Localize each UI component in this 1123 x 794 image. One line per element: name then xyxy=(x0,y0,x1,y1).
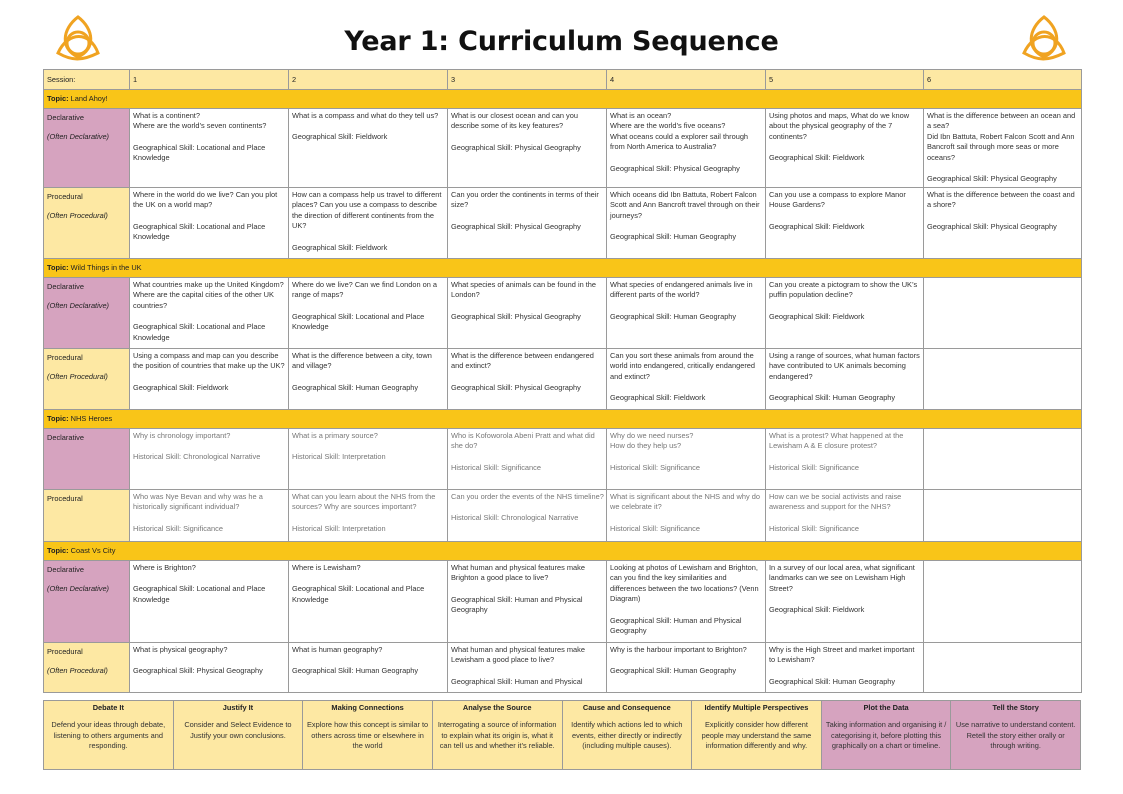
lesson-question: What is an ocean? Where are the world’s five oceans? What oceans could a explorer sail through from North America to Australia? xyxy=(610,111,749,152)
row-label-cell xyxy=(44,429,130,490)
session-number: 3 xyxy=(448,70,607,90)
topic-prefix: Topic: xyxy=(47,94,69,104)
row-label: Procedural xyxy=(47,494,83,503)
lesson-cell xyxy=(448,349,607,410)
topic-header xyxy=(44,90,1082,109)
lesson-cell xyxy=(448,429,607,490)
procedural-row xyxy=(44,643,1082,693)
declarative-row xyxy=(44,109,1082,188)
lesson-skill: Geographical Skill: Fieldwork xyxy=(769,311,865,321)
lesson-question: How can a compass help us travel to different places? Can you use a compass to describe the direction of different continents from the UK? xyxy=(292,190,442,231)
row-label: Declarative xyxy=(47,282,84,291)
lesson-cell xyxy=(924,278,1082,349)
skill-title: Plot the Data xyxy=(863,703,909,712)
lesson-skill: Historical Skill: Significance xyxy=(769,462,859,472)
skill-card xyxy=(303,701,433,770)
lesson-cell xyxy=(448,278,607,349)
skill-description: Identify which actions led to which events, either directly or indirectly (including multiple causes). xyxy=(571,720,683,751)
lesson-skill: Geographical Skill: Locational and Place Knowledge xyxy=(292,584,425,604)
lesson-cell xyxy=(766,643,924,693)
lesson-skill: Historical Skill: Chronological Narrative xyxy=(451,513,579,523)
lesson-question: What is a protest? What happened at the Lewisham A & E closure protest? xyxy=(769,431,904,451)
row-sublabel: (Often Declarative) xyxy=(47,584,110,594)
lesson-question: What can you learn about the NHS from the sources? Why are sources important? xyxy=(292,492,436,512)
skill-title: Identify Multiple Perspectives xyxy=(704,703,809,712)
row-label: Procedural xyxy=(47,647,83,656)
lesson-cell xyxy=(448,188,607,259)
session-row xyxy=(44,70,1082,90)
lesson-question: Looking at photos of Lewisham and Brighton, can you find the key similarities and differences between the two locations? (Venn Diagram) xyxy=(610,563,759,604)
lesson-question: What is the difference between a city, town and village? xyxy=(292,351,432,371)
skill-card xyxy=(951,701,1081,770)
lesson-question: What is a continent? Where are the world’s seven continents? xyxy=(133,111,267,131)
lesson-cell xyxy=(130,109,289,188)
lesson-skill: Historical Skill: Significance xyxy=(133,523,223,533)
lesson-skill: Historical Skill: Chronological Narrative xyxy=(133,452,261,462)
lesson-question: What countries make up the United Kingdom? Where are the capital cities of the other UK countries? xyxy=(133,280,284,310)
topic-row xyxy=(44,410,1082,429)
lesson-cell xyxy=(924,643,1082,693)
lesson-skill: Geographical Skill: Human Geography xyxy=(292,382,419,392)
skill-card xyxy=(821,701,951,770)
lesson-question: What is physical geography? xyxy=(133,645,228,654)
skill-card xyxy=(692,701,822,770)
skill-title: Analyse the Source xyxy=(462,703,532,712)
lesson-skill: Geographical Skill: Human Geography xyxy=(769,393,896,403)
lesson-cell xyxy=(607,188,766,259)
lesson-skill: Geographical Skill: Physical Geography xyxy=(451,142,581,152)
lesson-cell xyxy=(289,109,448,188)
lesson-cell xyxy=(924,109,1082,188)
topic-name: NHS Heroes xyxy=(68,414,113,424)
lesson-cell xyxy=(924,188,1082,259)
skill-title: Debate It xyxy=(92,703,124,712)
lesson-cell xyxy=(766,278,924,349)
lesson-skill: Historical Skill: Significance xyxy=(610,523,700,533)
lesson-skill: Historical Skill: Significance xyxy=(451,462,541,472)
topic-header xyxy=(44,410,1082,429)
skill-description: Interrogating a source of information to explain what its origin is, what it can tell us and whether it’s reliable. xyxy=(437,720,557,751)
row-label: Declarative xyxy=(47,433,84,442)
lesson-question: Using a range of sources, what human factors have contributed to UK animals becoming endangered? xyxy=(769,351,920,381)
declarative-row xyxy=(44,561,1082,643)
lesson-cell xyxy=(448,561,607,643)
lesson-skill: Geographical Skill: Fieldwork xyxy=(610,393,706,403)
skill-description: Use narrative to understand content. Retell the story either orally or through writing. xyxy=(955,720,1076,751)
lesson-skill: Historical Skill: Interpretation xyxy=(292,523,386,533)
lesson-skill: Geographical Skill: Physical Geography xyxy=(451,382,581,392)
row-label-cell xyxy=(44,278,130,349)
lesson-question: How can we be social activists and raise awareness and support for the NHS? xyxy=(769,492,902,512)
lesson-skill: Geographical Skill: Fieldwork xyxy=(769,153,865,163)
lesson-cell xyxy=(766,349,924,410)
row-sublabel: (Often Declarative) xyxy=(47,132,110,142)
lesson-question: Where in the world do we live? Can you plot the UK on a world map? xyxy=(133,190,278,210)
lesson-question: Where is Lewisham? xyxy=(292,563,361,572)
lesson-question: Using a compass and map can you describe the position of countries that make up the UK? xyxy=(133,351,285,371)
topic-name: Coast Vs City xyxy=(68,546,116,556)
lesson-cell xyxy=(924,429,1082,490)
lesson-question: Which oceans did Ibn Battuta, Robert Falcon Scott and Ann Bancroft travel through on their journeys? xyxy=(610,190,760,220)
lesson-skill: Geographical Skill: Locational and Place Knowledge xyxy=(133,584,266,604)
skill-description: Defend your ideas through debate, listening to others arguments and responding. xyxy=(51,720,166,751)
row-label-cell xyxy=(44,349,130,410)
topic-header xyxy=(44,259,1082,278)
row-sublabel: (Often Declarative) xyxy=(47,301,110,311)
skills-key-table xyxy=(43,700,1081,770)
row-label: Declarative xyxy=(47,113,84,122)
row-label: Procedural xyxy=(47,353,83,362)
skill-title: Cause and Consequence xyxy=(582,703,671,712)
lesson-skill: Geographical Skill: Physical Geography xyxy=(927,174,1057,184)
lesson-question: What species of animals can be found in the London? xyxy=(451,280,597,300)
lesson-cell xyxy=(448,109,607,188)
lesson-skill: Geographical Skill: Locational and Place Knowledge xyxy=(292,311,425,332)
lesson-skill: Geographical Skill: Human Geography xyxy=(610,232,737,242)
lesson-cell xyxy=(766,109,924,188)
topic-prefix: Topic: xyxy=(47,546,69,556)
lesson-skill: Historical Skill: Significance xyxy=(610,462,700,472)
lesson-cell xyxy=(766,490,924,542)
lesson-cell xyxy=(448,490,607,542)
lesson-skill: Geographical Skill: Human Geography xyxy=(292,666,419,676)
lesson-skill: Geographical Skill: Human Geography xyxy=(610,311,737,321)
skill-description: Explore how this concept is similar to others across time or elsewhere in the world xyxy=(306,720,429,751)
lesson-question: Can you create a pictogram to show the UK’s puffin population decline? xyxy=(769,280,918,300)
row-label-cell xyxy=(44,643,130,693)
session-number: 6 xyxy=(924,70,1082,90)
lesson-cell xyxy=(766,561,924,643)
lesson-cell xyxy=(607,643,766,693)
lesson-question: What human and physical features make Lewisham a good place to live? xyxy=(451,645,585,665)
topic-header xyxy=(44,542,1082,561)
lesson-skill: Geographical Skill: Physical Geography xyxy=(451,221,581,231)
curriculum-table xyxy=(43,69,1082,693)
skill-title: Tell the Story xyxy=(992,703,1039,712)
session-number: 2 xyxy=(289,70,448,90)
session-number: 4 xyxy=(607,70,766,90)
skill-description: Consider and Select Evidence to Justify your own conclusions. xyxy=(184,720,292,740)
lesson-question: Who was Nye Bevan and why was he a historically significant individual? xyxy=(133,492,263,512)
skill-card xyxy=(562,701,692,770)
skill-card xyxy=(173,701,303,770)
row-label: Declarative xyxy=(47,565,84,574)
lesson-cell xyxy=(289,429,448,490)
topic-row xyxy=(44,90,1082,109)
lesson-skill: Geographical Skill: Fieldwork xyxy=(133,382,229,392)
lesson-question: Where do we live? Can we find London on a range of maps? xyxy=(292,280,438,300)
lesson-skill: Geographical Skill: Fieldwork xyxy=(292,242,388,252)
lesson-question: Can you order the continents in terms of their size? xyxy=(451,190,599,210)
lesson-question: What is significant about the NHS and why do we celebrate it? xyxy=(610,492,760,512)
declarative-row xyxy=(44,429,1082,490)
skill-title: Justify It xyxy=(222,703,254,712)
lesson-cell xyxy=(924,349,1082,410)
lesson-cell xyxy=(289,188,448,259)
procedural-row xyxy=(44,490,1082,542)
lesson-cell xyxy=(766,429,924,490)
lesson-cell xyxy=(130,188,289,259)
skill-card xyxy=(432,701,562,770)
lesson-question: Why do we need nurses? How do they help us? xyxy=(610,431,694,451)
lesson-skill: Geographical Skill: Human Geography xyxy=(610,666,737,676)
lesson-skill: Geographical Skill: Human and Physical Geography xyxy=(610,615,742,636)
lesson-question: Where is Brighton? xyxy=(133,563,196,572)
lesson-question: Who is Kofoworola Abeni Pratt and what did she do? xyxy=(451,431,595,451)
lesson-question: Can you order the events of the NHS timeline? xyxy=(451,492,604,501)
row-label-cell xyxy=(44,188,130,259)
row-sublabel: (Often Procedural) xyxy=(47,372,108,382)
lesson-cell xyxy=(130,561,289,643)
row-sublabel: (Often Procedural) xyxy=(47,666,108,676)
lesson-skill: Historical Skill: Significance xyxy=(769,523,859,533)
lesson-cell xyxy=(607,429,766,490)
lesson-skill: Geographical Skill: Fieldwork xyxy=(769,605,865,615)
lesson-question: Why is chronology important? xyxy=(133,431,231,440)
lesson-cell xyxy=(607,349,766,410)
row-label: Procedural xyxy=(47,192,83,201)
lesson-question: What human and physical features make Brighton a good place to live? xyxy=(451,563,585,583)
lesson-question: What is the difference between the coast and a shore? xyxy=(927,190,1075,210)
skill-description: Taking information and organising it / categorising it, before plotting this graphically on a chart or timeline. xyxy=(825,720,947,751)
lesson-cell xyxy=(448,643,607,693)
lesson-cell xyxy=(289,561,448,643)
lesson-cell xyxy=(607,490,766,542)
lesson-cell xyxy=(289,643,448,693)
skill-card xyxy=(44,701,174,770)
topic-row xyxy=(44,542,1082,561)
lesson-question: Why is the harbour important to Brighton? xyxy=(610,645,747,654)
session-label: Session: xyxy=(44,70,130,90)
lesson-cell xyxy=(130,643,289,693)
skill-description: Explicitly consider how different people may understand the same information differently and why. xyxy=(701,720,812,751)
lesson-skill: Geographical Skill: Locational and Place Knowledge xyxy=(133,142,266,163)
session-number: 5 xyxy=(766,70,924,90)
row-sublabel: (Often Procedural) xyxy=(47,211,108,221)
lesson-question: What is the difference between an ocean and a sea? Did Ibn Battuta, Robert Falcon Scott and Ann Bancroft sail through more seas or more oceans? xyxy=(927,111,1076,162)
lesson-cell xyxy=(607,278,766,349)
lesson-question: What is a primary source? xyxy=(292,431,378,440)
lesson-cell xyxy=(130,429,289,490)
lesson-cell xyxy=(924,561,1082,643)
lesson-cell xyxy=(766,188,924,259)
procedural-row xyxy=(44,349,1082,410)
lesson-cell xyxy=(607,109,766,188)
session-number: 1 xyxy=(130,70,289,90)
lesson-question: Using photos and maps, What do we know about the physical geography of the 7 continents? xyxy=(769,111,910,141)
topic-row xyxy=(44,259,1082,278)
lesson-question: Can you sort these animals from around the world into endangered, critically endangered and extinct? xyxy=(610,351,756,381)
lesson-cell xyxy=(289,349,448,410)
page-title: Year 1: Curriculum Sequence xyxy=(344,26,779,57)
lesson-skill: Geographical Skill: Locational and Place Knowledge xyxy=(133,221,266,242)
lesson-skill: Geographical Skill: Human and Physical Geography xyxy=(451,594,583,615)
lesson-question: In a survey of our local area, what significant landmarks can we see on Lewisham High Street? xyxy=(769,563,915,593)
lesson-cell xyxy=(289,278,448,349)
lesson-question: What is human geography? xyxy=(292,645,383,654)
topic-name: Land Ahoy! xyxy=(68,94,108,104)
topic-prefix: Topic: xyxy=(47,263,69,273)
lesson-skill: Geographical Skill: Fieldwork xyxy=(292,132,388,142)
lesson-cell xyxy=(130,278,289,349)
lesson-skill: Geographical Skill: Human Geography xyxy=(769,676,896,686)
declarative-row xyxy=(44,278,1082,349)
row-label-cell xyxy=(44,109,130,188)
procedural-row xyxy=(44,188,1082,259)
topic-prefix: Topic: xyxy=(47,414,69,424)
lesson-skill: Geographical Skill: Locational and Place Knowledge xyxy=(133,322,266,342)
lesson-skill: Historical Skill: Interpretation xyxy=(292,452,386,462)
skill-title: Making Connections xyxy=(331,703,404,712)
lesson-skill: Geographical Skill: Physical Geography xyxy=(610,163,740,173)
lesson-skill: Geographical Skill: Human and Physical xyxy=(451,676,583,686)
topic-name: Wild Things in the UK xyxy=(68,263,142,273)
lesson-question: What species of endangered animals live in different parts of the world? xyxy=(610,280,753,300)
row-label-cell xyxy=(44,561,130,643)
lesson-cell xyxy=(607,561,766,643)
lesson-skill: Geographical Skill: Physical Geography xyxy=(927,221,1057,231)
skills-row xyxy=(44,701,1081,770)
lesson-skill: Geographical Skill: Fieldwork xyxy=(769,221,865,231)
lesson-question: What is a compass and what do they tell us? xyxy=(292,111,439,120)
lesson-skill: Geographical Skill: Physical Geography xyxy=(451,311,581,321)
row-label-cell xyxy=(44,490,130,542)
lesson-cell xyxy=(924,490,1082,542)
lesson-question: Can you use a compass to explore Manor House Gardens? xyxy=(769,190,906,210)
lesson-question: Why is the High Street and market important to Lewisham? xyxy=(769,645,915,665)
lesson-skill: Geographical Skill: Physical Geography xyxy=(133,666,263,676)
lesson-question: What is the difference between endangered and extinct? xyxy=(451,351,594,371)
lesson-cell xyxy=(289,490,448,542)
lesson-cell xyxy=(130,349,289,410)
lesson-cell xyxy=(130,490,289,542)
lesson-question: What is our closest ocean and can you describe some of its key features? xyxy=(451,111,578,131)
